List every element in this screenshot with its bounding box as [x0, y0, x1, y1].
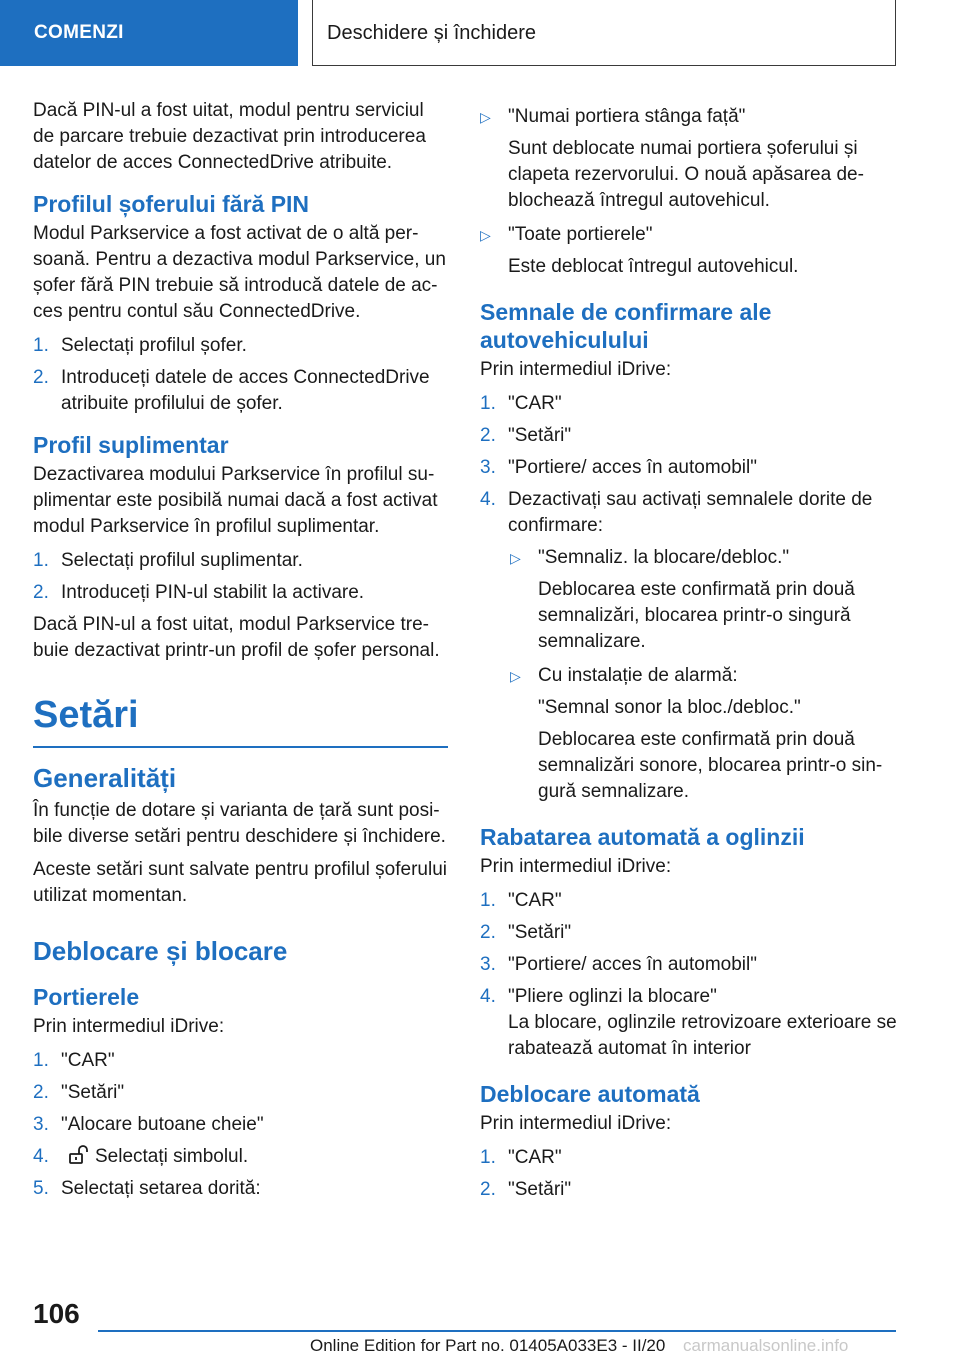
list-item — [33, 580, 448, 606]
general-paragraph-1: În funcție de dotare și varianta de țară sunt posi-bile diverse setări pentru deschidere și închidere. — [33, 800, 446, 847]
list-item — [480, 920, 900, 946]
option-description: Deblocarea este confirmată prin două semnalizări sonore, blocarea printr-o sin-gură semnalizare. — [538, 729, 883, 802]
list-item — [480, 888, 900, 914]
step-number: 2. — [33, 1082, 49, 1103]
left-column — [33, 98, 448, 1208]
triangle-bullet-icon: ▷ — [510, 668, 521, 684]
mirror-intro: Prin intermediul iDrive: — [480, 856, 672, 877]
step-number: 5. — [33, 1178, 49, 1199]
step-text: "CAR" — [61, 1050, 115, 1071]
extra-note-paragraph: Dacă PIN-ul a fost uitat, modul Parkservice tre-buie dezactivat printr-un profil de șofer personal. — [33, 614, 440, 661]
step-text: "Setări" — [508, 425, 572, 446]
heading-doors: Portierele — [33, 984, 140, 1010]
confirm-steps-list — [480, 391, 900, 539]
list-item — [480, 984, 900, 1062]
step-number: 3. — [480, 954, 496, 975]
heading-driver-no-pin: Profilul șoferului fără PIN — [33, 191, 310, 217]
step-text: "Portiere/ acces în automobil" — [508, 954, 757, 975]
list-item — [480, 391, 900, 417]
step-number: 2. — [33, 582, 49, 603]
right-column — [480, 98, 900, 1209]
step-text: "CAR" — [508, 393, 562, 414]
step-text: "Setări" — [61, 1082, 125, 1103]
list-item — [33, 1080, 448, 1106]
intro-paragraph: Dacă PIN-ul a fost uitat, modul pentru serviciul de parcare trebuie dezactivat prin introducerea datelor de acces ConnectedDrive atribuite. — [33, 100, 426, 173]
list-item — [480, 663, 900, 805]
option-label: "Semnaliz. la blocare/debloc." — [538, 547, 790, 568]
step-number: 3. — [480, 457, 496, 478]
list-item — [480, 423, 900, 449]
list-item — [480, 952, 900, 978]
extra-profile-paragraph: Dezactivarea modului Parkservice în profilul su-plimentar este posibilă numai dacă a fost activat modul Parkservice în profilul suplimentar. — [33, 464, 438, 537]
list-item — [33, 1144, 448, 1170]
list-item — [33, 1048, 448, 1074]
triangle-bullet-icon: ▷ — [510, 550, 521, 566]
step-text: Introduceți datele de acces ConnectedDrive atribuite profilului de șofer. — [61, 367, 430, 414]
step-number: 4. — [480, 489, 496, 510]
heading-confirm-signals: Semnale de confirmare ale autovehiculului — [480, 299, 772, 353]
option-label: "Numai portiera stânga față" — [508, 106, 746, 127]
step-number: 4. — [33, 1146, 49, 1167]
step-number: 2. — [33, 367, 49, 388]
list-item — [480, 1177, 900, 1203]
step-text: Selectați profilul suplimentar. — [61, 550, 303, 571]
door-options-list — [480, 104, 900, 280]
step-number: 1. — [480, 393, 496, 414]
section-title: Deschidere și închidere — [312, 0, 896, 66]
step-text: Introduceți PIN-ul stabilit la activare. — [61, 582, 365, 603]
option-value: "Semnal sonor la bloc./debloc." — [538, 697, 801, 718]
doors-steps-list — [33, 1048, 448, 1202]
confirm-options-list — [480, 545, 900, 805]
step-number: 1. — [33, 335, 49, 356]
page-header — [0, 0, 960, 66]
step-text: Dezactivați sau activați semnalele dorite de confirmare: — [508, 489, 873, 536]
page-number: 106 — [33, 1298, 80, 1329]
list-item — [33, 333, 448, 359]
list-item — [480, 487, 900, 539]
footer-rule — [98, 1330, 896, 1332]
heading-rule — [33, 746, 448, 748]
triangle-bullet-icon: ▷ — [480, 227, 491, 243]
confirm-intro: Prin intermediul iDrive: — [480, 359, 672, 380]
unlock-icon — [67, 1145, 89, 1165]
list-item — [33, 365, 448, 417]
driver-steps-list — [33, 333, 448, 417]
step-text: "Alocare butoane cheie" — [61, 1114, 264, 1135]
option-description: Sunt deblocate numai portiera șoferului și clapeta rezervorului. O nouă apăsarea de-blochează întregul autovehicul. — [508, 138, 864, 211]
heading-unlock-lock: Deblocare și blocare — [33, 936, 288, 966]
option-label: "Toate portierele" — [508, 224, 653, 245]
step-text: Selectați profilul șofer. — [61, 335, 247, 356]
option-description: Deblocarea este confirmată prin două semnalizări, blocarea printr-o singură semnalizare. — [538, 579, 855, 652]
mirror-steps-list — [480, 888, 900, 1062]
heading-extra-profile: Profil suplimentar — [33, 432, 229, 458]
step-number: 4. — [480, 986, 496, 1007]
step-text: "Setări" — [508, 922, 572, 943]
list-item — [450, 104, 900, 214]
auto-unlock-steps-list — [480, 1145, 900, 1203]
option-description: Este deblocat întregul autovehicul. — [508, 256, 799, 277]
list-item — [480, 1145, 900, 1171]
step-text: "Setări" — [508, 1179, 572, 1200]
heading-settings: Setări — [33, 694, 139, 736]
step-number: 2. — [480, 922, 496, 943]
step-number: 1. — [480, 890, 496, 911]
step-number: 2. — [480, 1179, 496, 1200]
heading-mirror-fold: Rabatarea automată a oglinzii — [480, 824, 805, 850]
edition-text: Online Edition for Part no. 01405A033E3 - II/20 — [310, 1336, 666, 1355]
watermark: carmanualsonline.info — [683, 1336, 849, 1355]
step-text: "CAR" — [508, 1147, 562, 1168]
step-number: 3. — [33, 1114, 49, 1135]
extra-steps-list — [33, 548, 448, 606]
chapter-tab: COMENZI — [0, 0, 298, 66]
list-item — [480, 455, 900, 481]
step-number: 1. — [480, 1147, 496, 1168]
heading-auto-unlock: Deblocare automată — [480, 1081, 700, 1107]
step-text: "CAR" — [508, 890, 562, 911]
step-text: Selectați setarea dorită: — [61, 1178, 261, 1199]
list-item — [33, 1176, 448, 1202]
step-number: 2. — [480, 425, 496, 446]
driver-no-pin-paragraph: Modul Parkservice a fost activat de o altă per-soană. Pentru a dezactiva modul Parkservice, un șofer fără PIN trebuie să introducă datele de ac-ces pentru contul său ConnectedDrive. — [33, 223, 446, 322]
step-number: 1. — [33, 1050, 49, 1071]
auto-unlock-intro: Prin intermediul iDrive: — [480, 1113, 672, 1134]
step-text: "Portiere/ acces în automobil" — [508, 457, 757, 478]
step-text: "Pliere oglinzi la blocare" — [508, 986, 717, 1007]
doors-intro: Prin intermediul iDrive: — [33, 1016, 225, 1037]
step-description: La blocare, oglinzile retrovizoare exterioare se rabatează automat în interior — [508, 1012, 897, 1059]
list-item — [450, 222, 900, 280]
list-item — [480, 545, 900, 655]
list-item — [33, 548, 448, 574]
general-paragraph-2: Aceste setări sunt salvate pentru profilul șoferului utilizat momentan. — [33, 859, 447, 906]
step-text: Selectați simbolul. — [95, 1146, 249, 1167]
option-label: Cu instalație de alarmă: — [538, 665, 738, 686]
list-item — [33, 1112, 448, 1138]
step-number: 1. — [33, 550, 49, 571]
heading-general: Generalități — [33, 763, 177, 793]
triangle-bullet-icon: ▷ — [480, 109, 491, 125]
